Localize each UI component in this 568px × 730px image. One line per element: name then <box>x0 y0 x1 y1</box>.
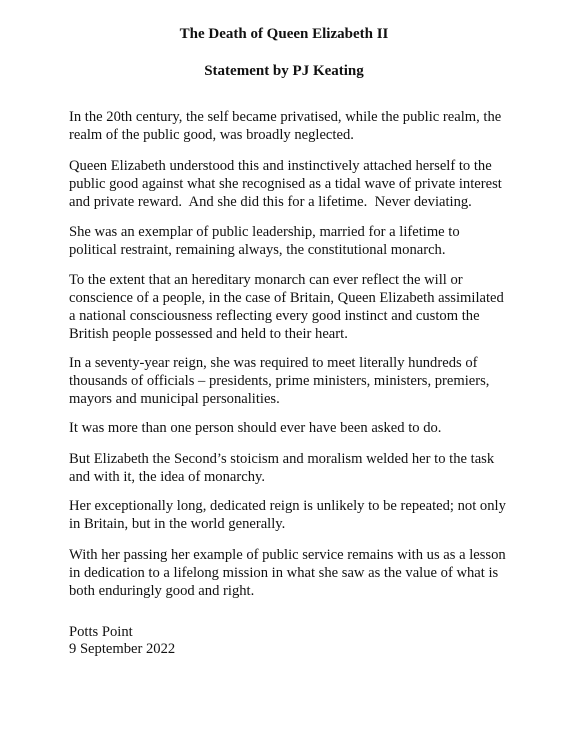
paragraph-4: To the extent that an hereditary monarch can ever reflect the will or conscience of a people, in the case of Britain, Queen Elizabeth assimilated a national consciousness reflecting every good instinct and custom the British people possessed and held to their heart. <box>69 272 504 342</box>
signature-place: Potts Point <box>69 624 133 640</box>
paragraph-3: She was an exemplar of public leadership, married for a lifetime to political restraint, remaining always, the constitutional monarch. <box>69 224 460 258</box>
paragraph-6: It was more than one person should ever have been asked to do. <box>69 420 442 436</box>
paragraph-7: But Elizabeth the Second’s stoicism and moralism welded her to the task and with it, the idea of monarchy. <box>69 451 495 485</box>
document-subtitle: Statement by PJ Keating <box>204 63 364 79</box>
paragraph-9: With her passing her example of public service remains with us as a lesson in dedication to a lifelong mission in what she saw as the value of what is both enduringly good and right. <box>69 547 506 599</box>
signature-date: 9 September 2022 <box>69 641 176 657</box>
paragraph-2: Queen Elizabeth understood this and instinctively attached herself to the public good against what she recognised as a tidal wave of private interest and private reward. And she did this for a lifetime. Never deviating. <box>69 158 506 210</box>
paragraph-5: In a seventy-year reign, she was required to meet literally hundreds of thousands of officials – presidents, prime ministers, ministers, premiers, mayors and municipal personalities. <box>69 355 490 407</box>
document-title: The Death of Queen Elizabeth II <box>179 26 389 42</box>
paragraph-1: In the 20th century, the self became privatised, while the public realm, the realm of the public good, was broadly neglected. <box>69 109 502 143</box>
paragraph-8: Her exceptionally long, dedicated reign is unlikely to be repeated; not only in Britain, but in the world generally. <box>69 498 506 532</box>
